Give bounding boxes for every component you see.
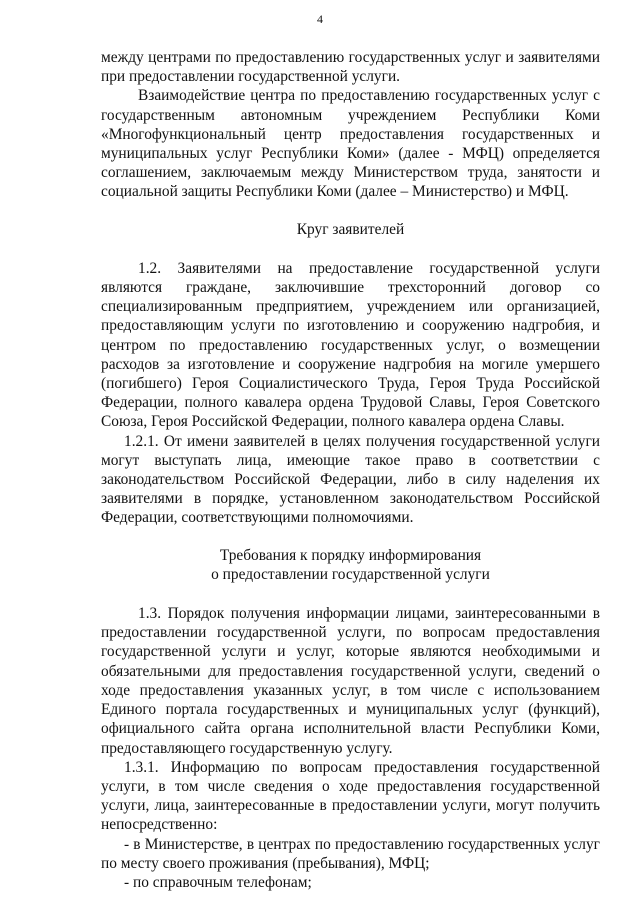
paragraph-1-2-1: 1.2.1. От имени заявителей в целях получения государственной услуги могут выступать лица, имеющие такое право в соответствии с законодательством Российской Федерации, либо в силу наделения их заявителями в порядке, установленном законодательством Российской Федерации, соответствующими полномочиями.	[101, 432, 600, 527]
paragraph-1-3: 1.3. Порядок получения информации лицами, заинтересованными в предоставлении государственной услуги, по вопросам предоставления государственной услуги и услуг, которые являются необходимыми и обязательными для предоставления государственной услуги, сведений о ходе предоставления указанных услуг, в том числе с использованием Единого портала государственных и муниципальных услуг (функций), официального сайта органа исполнительной власти Республики Коми, предоставляющего государственную услугу.	[101, 605, 600, 757]
section-heading-informing	[101, 546, 600, 584]
document-body	[101, 48, 600, 892]
section-heading-informing-line-2: о предоставлении государственной услуги	[211, 565, 490, 583]
section-heading-informing-line-1: Требования к порядку информирования	[219, 546, 482, 564]
list-item-phones: - по справочным телефонам;	[124, 873, 312, 891]
paragraph-continuation: между центрами по предоставлению государственных услуг и заявителями при предоставлении государственной услуги.	[101, 49, 600, 86]
paragraph-1-2: 1.2. Заявителями на предоставление государственной услуги являются граждане, заключившие трехсторонний договор со специализированным предприятием, учреждением или организацией, предоставляющим услуги по изготовлению и сооружению надгробия, и центром по предоставлению государственных услуг, о возмещении расходов за изготовление и сооружение надгробия на могиле умершего (погибшего) Героя Социалистического Труда, Героя Труда Российской Федерации, полного кавалера ордена Трудовой Славы, Героя Советского Союза, Героя Российской Федерации, полного кавалера ордена Славы.	[101, 259, 600, 431]
paragraph-1-3-1: 1.3.1. Информацию по вопросам предоставления государственной услуги, в том числе сведения о ходе предоставления государственной услуги, лица, заинтересованные в предоставлении услуги, могут получить непосредственно:	[101, 758, 600, 834]
paragraph-interaction-mfc: Взаимодействие центра по предоставлению государственных услуг с государственным автономным учреждением Республики Коми «Многофункциональный центр предоставления государственных и муниципальных услуг Республики Коми» (далее - МФЦ) определяется соглашением, заключаемым между Министерством труда, занятости и социальной защиты Республики Коми (далее – Министерство) и МФЦ.	[101, 87, 600, 201]
section-heading-applicants: Круг заявителей	[296, 220, 405, 238]
page-number: 4	[317, 12, 323, 26]
list-item-ministry: - в Министерстве, в центрах по предоставлению государственных услуг по месту своего проживания (пребывания), МФЦ;	[101, 835, 600, 872]
